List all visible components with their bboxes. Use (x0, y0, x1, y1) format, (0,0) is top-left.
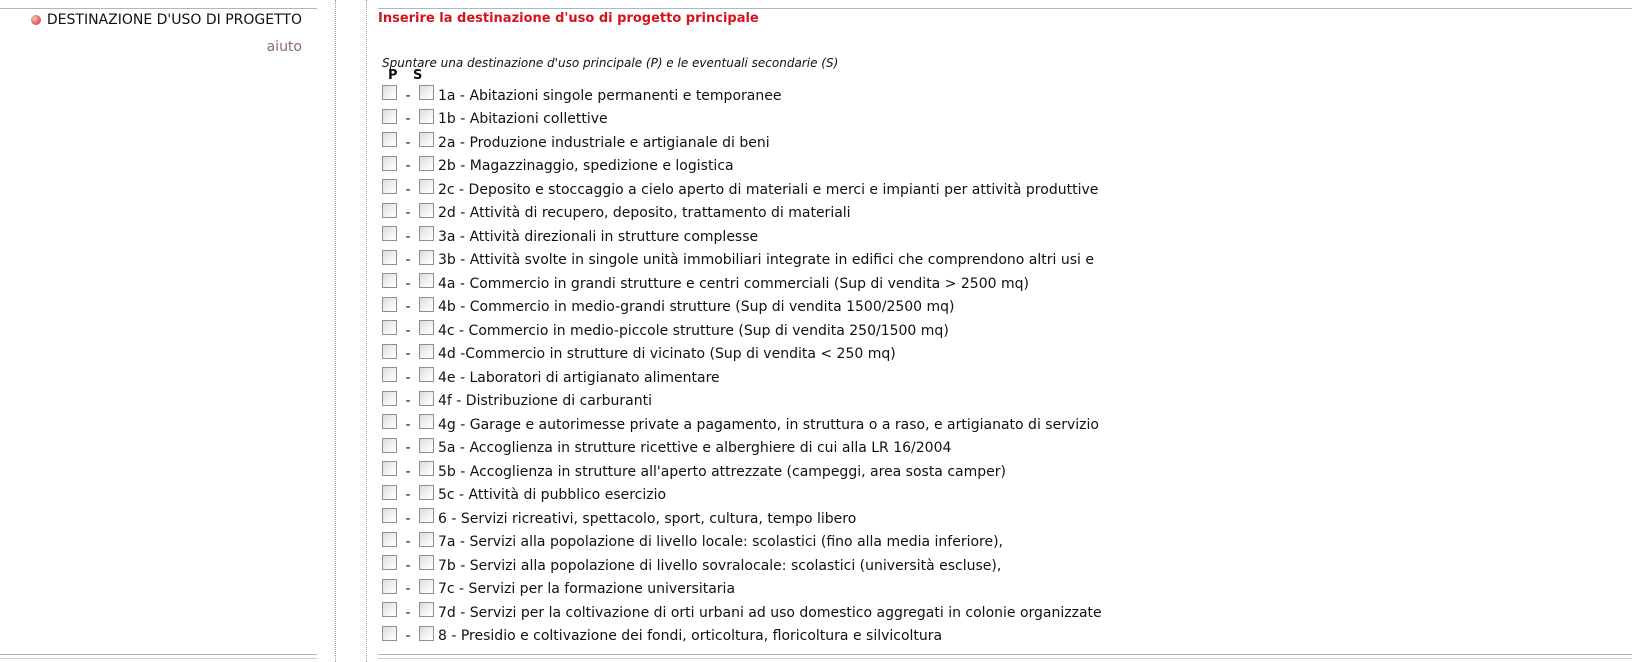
section-title-text: DESTINAZIONE D'USO DI PROGETTO (46, 12, 302, 28)
list-item (382, 554, 1102, 578)
primary-column-header: P (388, 68, 398, 83)
secondary-checkbox[interactable] (419, 85, 434, 100)
primary-checkbox[interactable] (382, 250, 397, 265)
form-column (378, 0, 1632, 662)
divider (0, 8, 317, 9)
primary-checkbox[interactable] (382, 414, 397, 429)
section-title (31, 12, 302, 28)
secondary-checkbox[interactable] (419, 532, 434, 547)
item-label: 5c - Attività di pubblico esercizio (438, 487, 667, 504)
secondary-checkbox[interactable] (419, 297, 434, 312)
list-item (382, 202, 1102, 226)
secondary-checkbox[interactable] (419, 579, 434, 594)
list-item (382, 366, 1102, 390)
secondary-checkbox[interactable] (419, 508, 434, 523)
separator-dash: - (405, 510, 411, 527)
list-item (382, 601, 1102, 625)
primary-checkbox[interactable] (382, 555, 397, 570)
secondary-checkbox[interactable] (419, 344, 434, 359)
primary-checkbox[interactable] (382, 532, 397, 547)
list-item (382, 319, 1102, 343)
secondary-checkbox[interactable] (419, 250, 434, 265)
separator-dash: - (405, 299, 411, 316)
secondary-checkbox[interactable] (419, 414, 434, 429)
separator-dash: - (405, 111, 411, 128)
divider (378, 654, 1632, 655)
item-label: 3b - Attività svolte in singole unità immobiliari integrate in edifici che comprendono altri usi e (438, 252, 1094, 269)
separator-dash: - (405, 628, 411, 645)
separator-dash: - (405, 87, 411, 104)
secondary-checkbox[interactable] (419, 273, 434, 288)
list-item (382, 484, 1102, 508)
item-label: 5b - Accoglienza in strutture all'aperto attrezzate (campeggi, area sosta camper) (438, 463, 1006, 480)
dotted-separator (366, 0, 367, 662)
separator-dash: - (405, 322, 411, 339)
item-label: 1a - Abitazioni singole permanenti e temporanee (438, 87, 782, 104)
item-label: 3a - Attività direzionali in strutture complesse (438, 228, 759, 245)
list-item (382, 225, 1102, 249)
list-item (382, 131, 1102, 155)
primary-checkbox[interactable] (382, 297, 397, 312)
separator-dash: - (405, 487, 411, 504)
primary-checkbox[interactable] (382, 602, 397, 617)
secondary-checkbox[interactable] (419, 320, 434, 335)
secondary-checkbox[interactable] (419, 461, 434, 476)
item-label: 6 - Servizi ricreativi, spettacolo, sport, cultura, tempo libero (438, 510, 857, 527)
list-item (382, 108, 1102, 132)
dotted-separator (335, 0, 336, 662)
primary-checkbox[interactable] (382, 109, 397, 124)
primary-checkbox[interactable] (382, 156, 397, 171)
usage-checkbox-list (382, 84, 1102, 648)
list-item (382, 390, 1102, 414)
secondary-checkbox[interactable] (419, 109, 434, 124)
list-item (382, 507, 1102, 531)
item-label: 1b - Abitazioni collettive (438, 111, 608, 128)
list-item (382, 578, 1102, 602)
list-item (382, 84, 1102, 108)
help-link[interactable]: aiuto (266, 39, 302, 55)
divider (0, 654, 317, 655)
secondary-checkbox[interactable] (419, 555, 434, 570)
separator-dash: - (405, 416, 411, 433)
separator-dash: - (405, 181, 411, 198)
separator-dash: - (405, 205, 411, 222)
divider (378, 658, 1632, 659)
secondary-checkbox[interactable] (419, 485, 434, 500)
hint-text: Spuntare una destinazione d'uso principale (P) e le eventuali secondarie (S) (382, 56, 839, 70)
secondary-checkbox[interactable] (419, 132, 434, 147)
separator-dash: - (405, 604, 411, 621)
separator-dash: - (405, 369, 411, 386)
primary-checkbox[interactable] (382, 438, 397, 453)
secondary-checkbox[interactable] (419, 203, 434, 218)
list-item (382, 531, 1102, 555)
primary-checkbox[interactable] (382, 461, 397, 476)
list-item (382, 296, 1102, 320)
separator-dash: - (405, 346, 411, 363)
item-label: 7c - Servizi per la formazione universitaria (438, 581, 736, 598)
separator-dash: - (405, 581, 411, 598)
secondary-checkbox[interactable] (419, 626, 434, 641)
item-label: 2d - Attività di recupero, deposito, trattamento di materiali (438, 205, 851, 222)
secondary-checkbox[interactable] (419, 226, 434, 241)
item-label: 2c - Deposito e stoccaggio a cielo aperto di materiali e merci e impianti per attività produttive (438, 181, 1099, 198)
item-label: 4c - Commercio in medio-piccole strutture (Sup di vendita 250/1500 mq) (438, 322, 949, 339)
primary-checkbox[interactable] (382, 273, 397, 288)
primary-checkbox[interactable] (382, 391, 397, 406)
item-label: 4f - Distribuzione di carburanti (438, 393, 652, 410)
secondary-checkbox[interactable] (419, 438, 434, 453)
primary-checkbox[interactable] (382, 132, 397, 147)
list-item (382, 272, 1102, 296)
separator-dash: - (405, 393, 411, 410)
separator-dash: - (405, 463, 411, 480)
divider (0, 658, 317, 659)
list-item (382, 625, 1102, 649)
separator-dash: - (405, 534, 411, 551)
separator-dash: - (405, 228, 411, 245)
secondary-column-header: S (413, 68, 423, 83)
separator-dash: - (405, 275, 411, 292)
primary-checkbox[interactable] (382, 203, 397, 218)
list-item (382, 178, 1102, 202)
item-label: 4b - Commercio in medio-grandi strutture (Sup di vendita 1500/2500 mq) (438, 299, 955, 316)
item-label: 4a - Commercio in grandi strutture e centri commerciali (Sup di vendita > 2500 mq) (438, 275, 1029, 292)
item-label: 4g - Garage e autorimesse private a pagamento, in struttura o a raso, e artigianato di servizio (438, 416, 1099, 433)
list-item (382, 343, 1102, 367)
instruction-title: Inserire la destinazione d'uso di progetto principale (378, 11, 759, 26)
primary-checkbox[interactable] (382, 85, 397, 100)
item-label: 7a - Servizi alla popolazione di livello locale: scolastici (fino alla media inferiore), (438, 534, 1003, 551)
divider (378, 8, 1632, 9)
item-label: 2a - Produzione industriale e artigianale di beni (438, 134, 770, 151)
list-item (382, 437, 1102, 461)
red-sphere-bullet-icon (31, 15, 41, 25)
primary-checkbox[interactable] (382, 485, 397, 500)
separator-dash: - (405, 252, 411, 269)
item-label: 7d - Servizi per la coltivazione di orti urbani ad uso domestico aggregati in colonie organizzate (438, 604, 1102, 621)
secondary-checkbox[interactable] (419, 391, 434, 406)
item-label: 2b - Magazzinaggio, spedizione e logistica (438, 158, 734, 175)
separator-dash: - (405, 557, 411, 574)
list-item (382, 413, 1102, 437)
primary-checkbox[interactable] (382, 508, 397, 523)
list-item (382, 249, 1102, 273)
list-item (382, 460, 1102, 484)
list-item (382, 155, 1102, 179)
item-label: 5a - Accoglienza in strutture ricettive e alberghiere di cui alla LR 16/2004 (438, 440, 952, 457)
item-label: 4d -Commercio in strutture di vicinato (Sup di vendita < 250 mq) (438, 346, 896, 363)
primary-checkbox[interactable] (382, 579, 397, 594)
section-label-column (0, 0, 318, 662)
primary-checkbox[interactable] (382, 344, 397, 359)
primary-checkbox[interactable] (382, 226, 397, 241)
item-label: 7b - Servizi alla popolazione di livello sovralocale: scolastici (università escluse), (438, 557, 1002, 574)
primary-checkbox[interactable] (382, 626, 397, 641)
primary-checkbox[interactable] (382, 320, 397, 335)
secondary-checkbox[interactable] (419, 602, 434, 617)
secondary-checkbox[interactable] (419, 179, 434, 194)
primary-checkbox[interactable] (382, 367, 397, 382)
primary-checkbox[interactable] (382, 179, 397, 194)
secondary-checkbox[interactable] (419, 156, 434, 171)
secondary-checkbox[interactable] (419, 367, 434, 382)
separator-dash: - (405, 440, 411, 457)
item-label: 4e - Laboratori di artigianato alimentare (438, 369, 720, 386)
separator-dash: - (405, 134, 411, 151)
separator-dash: - (405, 158, 411, 175)
item-label: 8 - Presidio e coltivazione dei fondi, orticoltura, floricoltura e silvicoltura (438, 628, 943, 645)
